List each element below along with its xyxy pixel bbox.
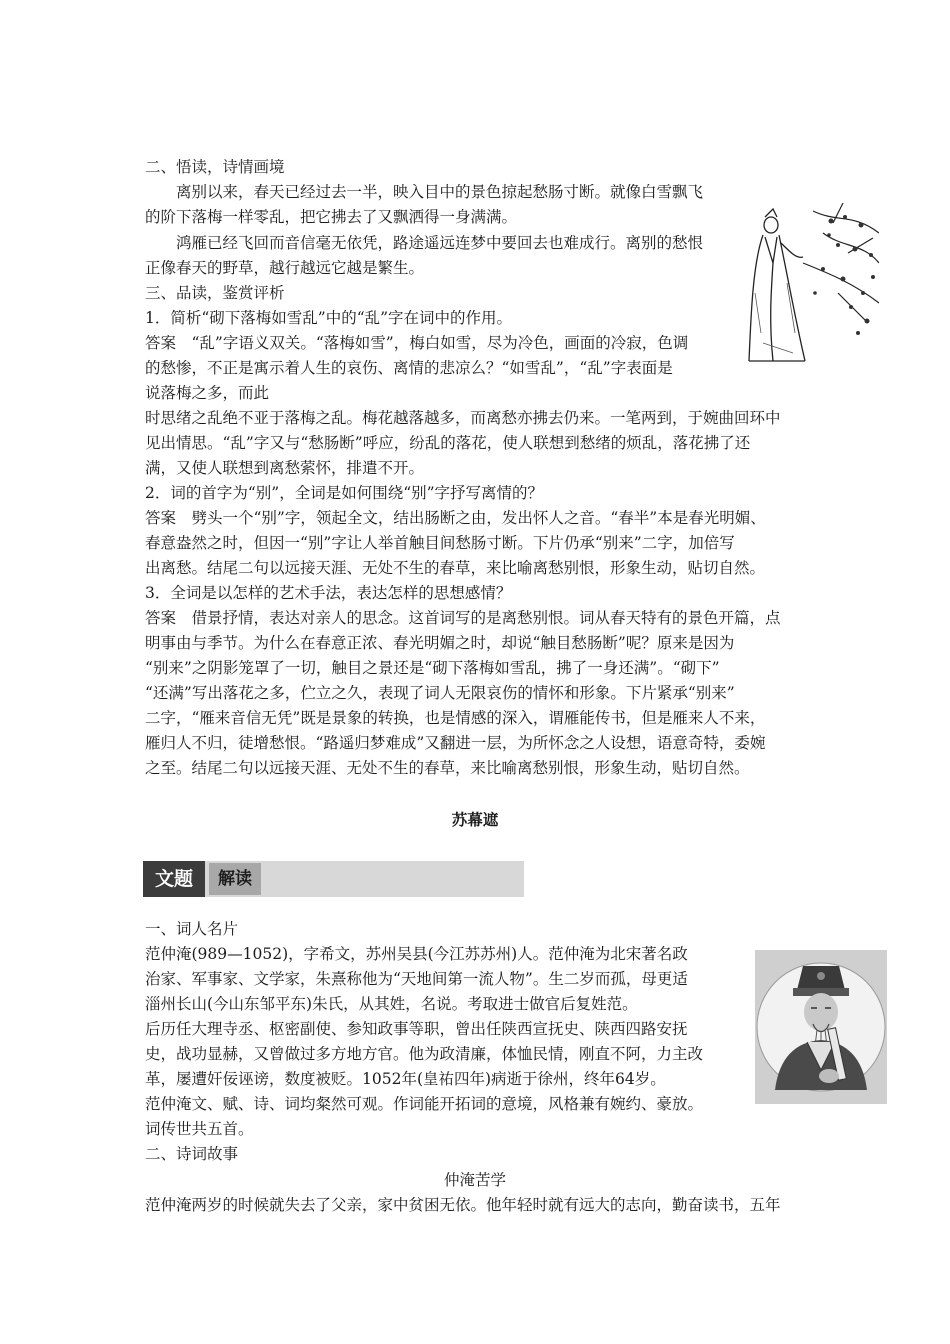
answer-line: 明事由与季节。为什么在春意正浓、春光明媚之时，却说“触目愁肠断”呢？原来是因为: [145, 634, 735, 652]
answer-line: 时思绪之乱绝不亚于落梅之乱。梅花越落越多，而离愁亦拂去仍来。一笔两到，于婉曲回环中: [145, 409, 781, 427]
section-banner: [143, 861, 524, 897]
answer-line: 春意盎然之时，但因一“别”字让人举首触目间愁肠寸断。下片仍承“别来”二字，加倍写: [145, 534, 735, 552]
paragraph-line: 革，屡遭奸佞诬谤，数度被贬。1052年(皇祐四年)病逝于徐州，终年64岁。: [145, 1070, 666, 1088]
banner-label-jiedu: 解读: [209, 863, 261, 895]
answer-line: 答案 借景抒情，表达对亲人的思念。这首词写的是离愁别恨。词从春天特有的景色开篇，点: [145, 609, 781, 627]
paragraph-line: 后历任大理寺丞、枢密副使、参知政事等职，曾出任陕西宣抚史、陕西四路安抚: [145, 1020, 688, 1038]
banner-label-wenti: 文题: [143, 861, 205, 897]
answer-line: 雁归人不归，徒增愁恨。“路遥归梦难成”又翻进一层，为所怀念之人设想，语意奇特，委婉: [145, 734, 766, 752]
answer-line: 答案 劈头一个“别”字，领起全文，结出肠断之由，发出怀人之音。“春半”本是春光明媚、: [145, 509, 766, 527]
answer-line: 说落梅之多，而此: [145, 384, 270, 402]
question-2: 2．词的首字为“别”，全词是如何围绕“别”字抒写离情的？: [145, 484, 544, 502]
paragraph-line: 淄州长山(今山东邹平东)朱氏，从其姓，名说。考取进士做官后复姓范。: [145, 995, 638, 1013]
paragraph-line: 正像春天的野草，越行越远它越是繁生。: [145, 259, 425, 277]
answer-line: 满，又使人联想到离愁萦怀，排遣不开。: [145, 459, 425, 477]
story-title: 仲淹苦学: [443, 1171, 506, 1189]
question-3: 3．全词是以怎样的艺术手法，表达怎样的思想感情？: [145, 584, 512, 602]
question-1: 1．简析“砌下落梅如雪乱”中的“乱”字在词中的作用。: [145, 309, 513, 327]
answer-line: “还满”写出落花之多，伫立之久，表现了词人无限哀伤的情怀和形象。下片紧承“别来”: [145, 684, 735, 702]
answer-line: 之至。结尾二句以远接天涯、无处不生的春草，来比喻离愁别恨，形象生动，贴切自然。: [145, 759, 750, 777]
answer-line: “别来”之阴影笼罩了一切，触目之景还是“砌下落梅如雪乱，拂了一身还满”。“砌下”: [145, 659, 720, 677]
paragraph-line: 词传世共五首。: [145, 1120, 254, 1138]
plum-blossom-lady-illustration: [743, 203, 879, 365]
answer-line: 答案 “乱”字语义双关。“落梅如雪”，梅白如雪，尽为冷色，画面的冷寂，色调: [145, 334, 689, 352]
paragraph-line: 鸿雁已经飞回而音信毫无依凭，路途遥远连梦中要回去也难成行。离别的愁恨: [176, 234, 704, 252]
paragraph-line: 范仲淹两岁的时候就失去了父亲，家中贫困无依。他年轻时就有远大的志向，勤奋读书，五年: [145, 1196, 781, 1214]
fan-zhongyan-portrait: [755, 950, 887, 1104]
paragraph-line: 范仲淹(989—1052)，字希文，苏州吴县(今江苏苏州)人。范仲淹为北宋著名政: [145, 945, 688, 963]
answer-line: 见出情思。“乱”字又与“愁肠断”呼应，纷乱的落花，使人联想到愁绪的烦乱，落花拂了还: [145, 434, 751, 452]
heading-pindu: 三、品读，鉴赏评析: [145, 284, 285, 302]
heading-poet-card: 一、词人名片: [145, 920, 239, 938]
paragraph-line: 史，战功显赫，又曾做过多方地方官。他为政清廉，体恤民情，刚直不阿，力主改: [145, 1045, 704, 1063]
paragraph-line: 范仲淹文、赋、诗、词均粲然可观。作词能开拓词的意境，风格兼有婉约、豪放。: [145, 1095, 704, 1113]
answer-line: 出离愁。结尾二句以远接天涯、无处不生的春草，来比喻离愁别恨，形象生动，贴切自然。: [145, 559, 766, 577]
heading-story: 二、诗词故事: [145, 1145, 239, 1163]
paragraph-line: 的阶下落梅一样零乱，把它拂去了又飘洒得一身满满。: [145, 208, 518, 226]
section-title: 苏幕遮: [451, 811, 499, 829]
heading-wudu: 二、悟读，诗情画境: [145, 158, 285, 176]
answer-line: 二字，“雁来音信无凭”既是景象的转换，也是情感的深入，谓雁能传书，但是雁来人不来，: [145, 709, 766, 727]
answer-line: 的愁惨，不正是寓示着人生的哀伤、离情的悲凉么？“如雪乱”，“乱”字表面是: [145, 359, 673, 377]
paragraph-line: 离别以来，春天已经过去一半，映入目中的景色掠起愁肠寸断。就像白雪飘飞: [176, 183, 704, 201]
paragraph-line: 治家、军事家、文学家，朱熹称他为“天地间第一流人物”。生二岁而孤，母更适: [145, 970, 688, 988]
